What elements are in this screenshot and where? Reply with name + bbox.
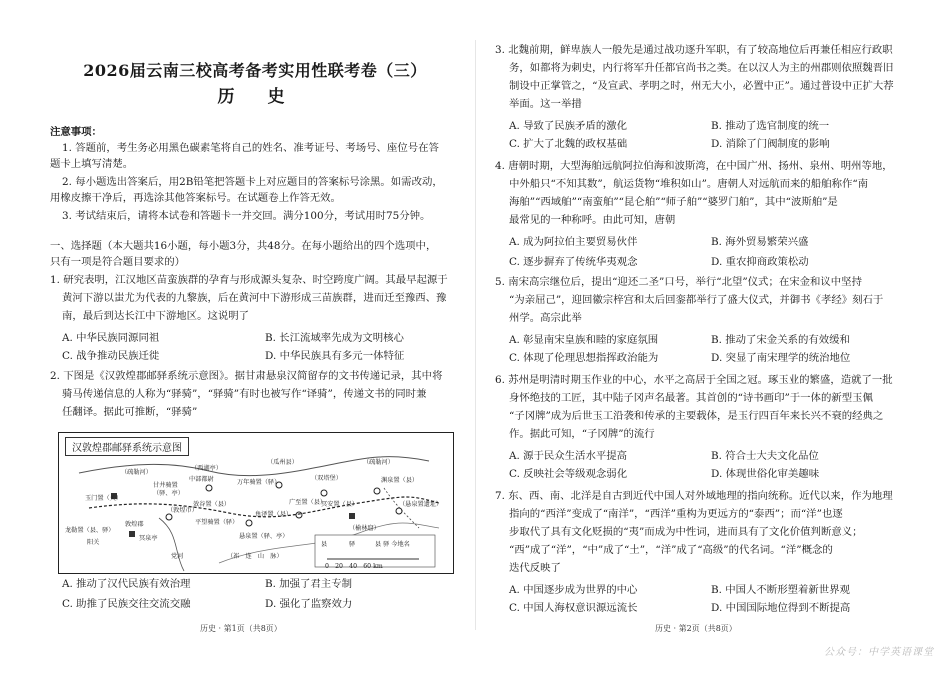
q3-option-d[interactable]: D. 消除了门阀制度的影响: [711, 138, 830, 150]
q1-option-b[interactable]: B. 长江流域率先成为文明核心: [265, 332, 404, 344]
q7-option-a[interactable]: A. 中国逐步成为世界的中心: [509, 584, 638, 596]
q2-option-a[interactable]: A. 推动了汉代民族有效治理: [62, 578, 191, 590]
q2-option-b[interactable]: B. 加强了君主专制: [265, 578, 352, 590]
postal-relay-map: [58, 432, 454, 574]
q4-option-d[interactable]: D. 重农抑商政策松动: [711, 256, 809, 268]
column-divider: [475, 40, 476, 630]
q6-option-c[interactable]: C. 反映社会等级观念弱化: [509, 468, 628, 480]
q3-option-c[interactable]: C. 扩大了北魏的政权基础: [509, 138, 628, 150]
q1-stem: 黄河下游以蚩尤为代表的九黎族，后在黄河中下游形成三苗族群，进而迁至豫西、豫: [62, 292, 447, 304]
q7-stem: “西”成了“洋”，“中”成了“土”，“洋”成了“高级”的代名词。“洋”概念的: [509, 544, 833, 556]
q4-option-b[interactable]: B. 海外贸易繁荣兴盛: [711, 236, 809, 248]
q5-stem: “为亲屈己”，迎回徽宗梓宫和太后回銮都举行了盛大仪式，并御书《孝经》刻石于: [509, 294, 884, 306]
q2-stem: 骑马传递信息的人称为“驿骑”，“驿骑”有时也被写作“译骑”，传递文书的同时兼: [62, 388, 427, 400]
map-label: 效谷置（县）: [193, 501, 231, 508]
map-label: （悬泉置遗址）: [399, 501, 443, 508]
map-label: 广至置（县）: [289, 499, 327, 506]
map-title: 汉敦煌郡邮驿系统示意图: [65, 437, 189, 456]
q3-stem: 务，如都将为刺史，内行将军升任都官尚书之类。在以汉人为主的州郡则依照魏晋旧: [509, 62, 894, 74]
map-label: 渊泉置（县）: [381, 477, 419, 484]
q7-stem: 迭代反映了: [509, 562, 561, 574]
q5-option-b[interactable]: B. 推动了宋金关系的有效缓和: [711, 334, 850, 346]
notice-line: 1. 答题前，考生务必用黑色碳素笔将自己的姓名、准考证号、考场号、座位号在答: [62, 142, 439, 154]
q4-stem: 海舶”“西域舶”“南蛮舶”“昆仑舶”“师子舶”“婆罗门舶”，其中“波斯舶”是: [509, 196, 838, 208]
map-label: 县: [321, 541, 328, 548]
q7-stem: 步取代了具有文化贬损的“夷”而成为中性词，进而具有了文化价值判断意义；: [509, 526, 863, 538]
subject-title: 历 史: [217, 87, 293, 107]
q3-stem: 3. 北魏前期，鲜卑族人一般先是通过战功逐升军职，有了较高地位后再兼任相应行政职: [495, 44, 893, 56]
q2-option-c[interactable]: C. 助推了民族交往交流交融: [62, 598, 191, 610]
site-marker: [206, 485, 212, 491]
q4-stem: 中外船只“不知其数”，航运货物“堆积如山”。唐朝人对远航而来的船舶称作“南: [509, 178, 869, 190]
q7-option-c[interactable]: C. 中国人海权意识源远流长: [509, 602, 638, 614]
site-marker: [129, 531, 135, 537]
q1-stem: 南，最后到达长江中下游地区。这说明了: [62, 310, 250, 322]
q7-stem: 指向的“西洋”变成了“南洋”，“西洋”重构为更远方的“泰西”；而“洋”也逐: [509, 508, 843, 520]
map-legend-text: 县 驿 今地名: [375, 541, 410, 548]
site-marker: [246, 520, 252, 526]
site-marker: [296, 512, 302, 518]
q6-stem: 作。据此可知，“子冈牌”的流行: [509, 428, 655, 440]
map-label: 驿: [349, 541, 356, 548]
section-heading: 一、选择题（本大题共16小题，每小题3分，共48分。在每小题给出的四个选项中，: [50, 240, 437, 252]
q2-stem: 2. 下图是《汉敦煌郡邮驿系统示意图》。据甘肃悬泉汉简留存的文书传递记录，其中将: [50, 370, 443, 382]
side-route-line: [384, 488, 419, 528]
site-marker: [374, 488, 380, 494]
map-label: 甘井骑置: [153, 482, 178, 489]
dang-river-line: [159, 518, 184, 571]
q5-option-c[interactable]: C. 体现了伦理思想指挥政治能为: [509, 352, 659, 364]
map-label: （双塔堡）: [311, 475, 342, 482]
q1-option-d[interactable]: D. 中华民族具有多元一体特征: [265, 350, 405, 362]
map-label: 玉门置（关）: [85, 495, 123, 502]
q2-stem: 任翻译。据此可推断，“驿骑”: [62, 406, 198, 418]
site-marker: [166, 514, 172, 520]
q7-stem: 7. 东、西、南、北洋是自古到近代中国人对外域地理的指向统称。近代以来，作为地理: [495, 490, 893, 502]
notice-heading: 注意事项：: [50, 126, 102, 138]
q7-option-d[interactable]: D. 中国国际地位得到不断提高: [711, 602, 851, 614]
map-label: （西湖亭）: [191, 465, 222, 472]
map-label: （祁 连 山 脉）: [227, 553, 283, 560]
q2-option-d[interactable]: D. 强化了监察效力: [265, 598, 353, 610]
q3-option-b[interactable]: B. 推动了选官制度的统一: [711, 120, 830, 132]
map-label: 鱼泽置（县）: [255, 511, 293, 518]
map-label: （疏勒河）: [121, 469, 152, 476]
site-marker: [349, 513, 355, 519]
q6-stem: 身怀绝技的工匠，其中陆子冈声名最著。其首创的“诗书画印”于一体的新型玉佩: [509, 392, 873, 404]
q6-stem: 6. 苏州是明清时期玉作业的中心，水平之高居于全国之冠。琢玉业的繁盛，造就了一批: [495, 374, 893, 386]
q6-stem: “子冈牌”成为后世玉工沿袭和传承的主要载体，是玉行四百年来长兴不衰的经典之: [509, 410, 884, 422]
q5-option-d[interactable]: D. 突显了南宋理学的统治地位: [711, 352, 851, 364]
map-label: 冥泉亭: [139, 535, 158, 542]
q6-option-a[interactable]: A. 源于民众生活水平提高: [509, 450, 628, 462]
notice-line: 3. 考试结束后，请将本试卷和答题卡一并交回。满分100分，考试用时75分钟。: [62, 210, 431, 222]
map-label: （驿、亭）: [153, 490, 184, 497]
q3-stem: 制设中正掌管之，“及宣武、孝明之时，州无大小，必置中正”。通过普设中正扩大荐: [509, 80, 894, 92]
q4-stem: 最常见的一种称呼。由此可知，唐朝: [509, 214, 676, 226]
q1-option-a[interactable]: A. 中华民族同源同祖: [62, 332, 160, 344]
page-footer-left: 历史 · 第1页（共8页）: [200, 624, 282, 633]
map-label: 万年骑置（驿）: [237, 479, 281, 486]
q3-stem: 举面。这一举措: [509, 98, 582, 110]
watermark: 公众号：中学英语课堂: [824, 647, 934, 658]
map-label: 龙勒置（县、驿）: [65, 527, 115, 534]
section-heading: 只有一项是符合题目要求的）: [50, 256, 186, 268]
q7-option-b[interactable]: B. 中国人不断形塑着新世界观: [711, 584, 850, 596]
q4-option-c[interactable]: C. 逐步摒弃了传统华夷观念: [509, 256, 638, 268]
q1-option-c[interactable]: C. 战争推动民族迁徙: [62, 350, 160, 362]
map-label: 中部都尉: [189, 476, 214, 483]
map-label: 悬泉置（驿、亭）: [239, 533, 289, 540]
notice-line: 用橡皮擦干净后，再选涂其他答案标号。在试题卷上作答无效。: [50, 192, 341, 204]
map-label: （榆林窟）: [349, 525, 380, 532]
map-label: （瓜州县）: [267, 459, 298, 466]
q4-option-a[interactable]: A. 成为阿拉伯主要贸易伙伴: [509, 236, 638, 248]
map-label: 阳关: [87, 539, 100, 546]
map-label: 党河: [171, 553, 184, 560]
q3-option-a[interactable]: A. 导致了民族矛盾的激化: [509, 120, 628, 132]
map-label: 敦煌郡: [125, 521, 144, 528]
page-footer-right: 历史 · 第2页（共8页）: [655, 624, 737, 633]
site-marker: [321, 490, 327, 496]
q6-option-b[interactable]: B. 符合士大夫文化品位: [711, 450, 819, 462]
q5-option-a[interactable]: A. 彰显南宋皇族和睦的家庭氛围: [509, 334, 659, 346]
map-label: （敦煌市）: [167, 507, 198, 514]
notice-line: 2. 每小题选出答案后，用2B铅笔把答题卡上对应题目的答案标号涂黑。如需改动，: [62, 176, 443, 188]
q5-stem: 5. 南宋高宗继位后，提出“迎还二圣”口号，举行“北望”仪式；在宋金和议中坚持: [495, 276, 862, 288]
q6-option-d[interactable]: D. 体现世俗化审美趣味: [711, 468, 820, 480]
map-label: （疏勒河）: [363, 459, 394, 466]
site-marker: [396, 508, 402, 514]
map-label: 平望骑置（驿）: [195, 519, 239, 526]
map-scale-label: 0 20 40 60 km: [325, 563, 383, 570]
map-label: 冥安置（县）: [321, 501, 359, 508]
exam-title: 2026届云南三校高考备考实用性联考卷（三）: [83, 61, 427, 80]
q1-stem: 1. 研究表明，江汉地区苗蛮族群的孕育与形成源头复杂、时空跨度广阔。其最早起源于: [50, 274, 448, 286]
notice-line: 题卡上填写清楚。: [50, 158, 134, 170]
q4-stem: 4. 唐朝时期，大型海舶远航阿拉伯海和波斯湾，在中国广州、扬州、泉州、明州等地，: [495, 160, 893, 172]
q5-stem: 州学。高宗此举: [509, 312, 582, 324]
